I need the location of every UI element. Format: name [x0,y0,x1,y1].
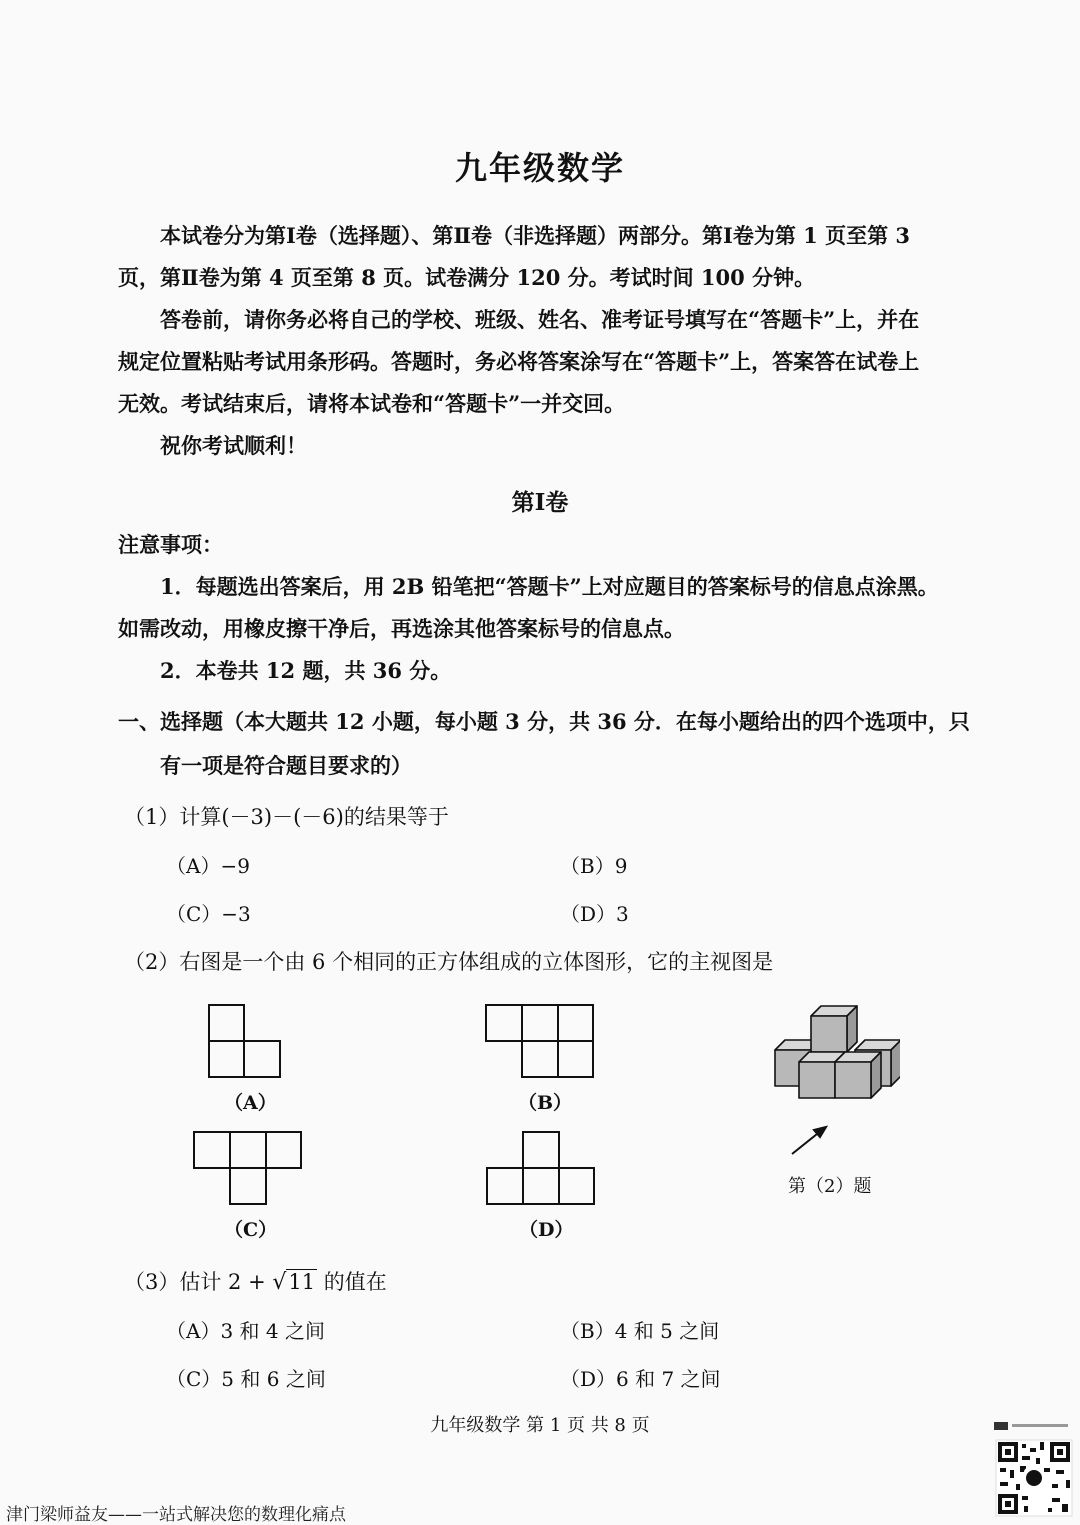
q3-stem-suffix: 的值在 [317,1270,387,1294]
q3-option-b: （B）4 和 5 之间 [560,1319,720,1343]
q2-solid-figure [770,1000,900,1170]
q2-figure-caption: 第（2）题 [788,1176,872,1197]
q1-option-a: （A）−9 [166,854,250,878]
q2-caption-a: （A） [224,1092,277,1114]
q2-caption-b: （B） [518,1092,573,1114]
q2-caption-d: （D） [519,1219,574,1241]
intro-line-1: 本试卷分为第Ⅰ卷（选择题）、第Ⅱ卷（非选择题）两部分。第Ⅰ卷为第 1 页至第 3 [160,223,910,248]
q2-figure-a [208,1004,283,1078]
q1-stem: （1）计算(－3)－(－6)的结果等于 [124,805,449,829]
notice-item-1b: 如需改动，用橡皮擦干净后，再选涂其他答案标号的信息点。 [118,616,685,641]
watermark-credit: 津门梁师益友——一站式解决您的数理化痛点 [6,1505,346,1525]
notice-item-1a: 1．每题选出答案后，用 2B 铅笔把“答题卡”上对应题目的答案标号的信息点涂黑。 [160,574,939,599]
intro-line-5: 无效。考试结束后，请将本试卷和“答题卡”一并交回。 [118,391,626,416]
q2-caption-c: （C） [224,1219,278,1241]
part-one-heading: 一、选择题（本大题共 12 小题，每小题 3 分，共 36 分．在每小题给出的四个选项中，只 [118,709,970,734]
notice-item-2: 2．本卷共 12 题，共 36 分。 [160,658,452,683]
q2-stem: （2）右图是一个由 6 个相同的正方体组成的立体图形，它的主视图是 [124,950,774,974]
intro-line-4: 规定位置粘贴考试用条形码。答题时，务必将答案涂写在“答题卡”上，答案答在试卷上 [118,349,920,374]
intro-line-6: 祝你考试顺利！ [160,433,307,458]
q2-figure-b [485,1004,595,1078]
q3-stem [124,1266,387,1296]
part-one-heading-cont: 有一项是符合题目要求的） [160,753,412,778]
q1-option-c: （C）−3 [166,902,251,926]
page-footer: 九年级数学 第 1 页 共 8 页 [430,1415,650,1436]
q1-option-d: （D）3 [560,902,629,926]
q2-figure-d [486,1131,596,1205]
q3-stem-prefix: （3）估计 2 + [124,1270,273,1294]
q3-option-d: （D）6 和 7 之间 [560,1367,721,1391]
q3-option-a: （A）3 和 4 之间 [166,1319,325,1343]
q1-option-b: （B）9 [560,854,628,878]
sqrt-sign: √ [272,1270,287,1295]
notice-heading: 注意事项： [118,532,223,557]
qr-code-image [994,1422,1074,1522]
q3-option-c: （C）5 和 6 之间 [166,1367,326,1391]
intro-line-3: 答卷前，请你务必将自己的学校、班级、姓名、准考证号填写在“答题卡”上，并在 [160,307,920,332]
section-title: 第Ⅰ卷 [511,489,569,516]
intro-line-2: 页，第Ⅱ卷为第 4 页至第 8 页。试卷满分 120 分。考试时间 100 分钟。 [118,265,816,290]
q2-figure-c [193,1131,303,1205]
q3-radicand: 11 [288,1270,316,1294]
page-title: 九年级数学 [454,149,625,187]
